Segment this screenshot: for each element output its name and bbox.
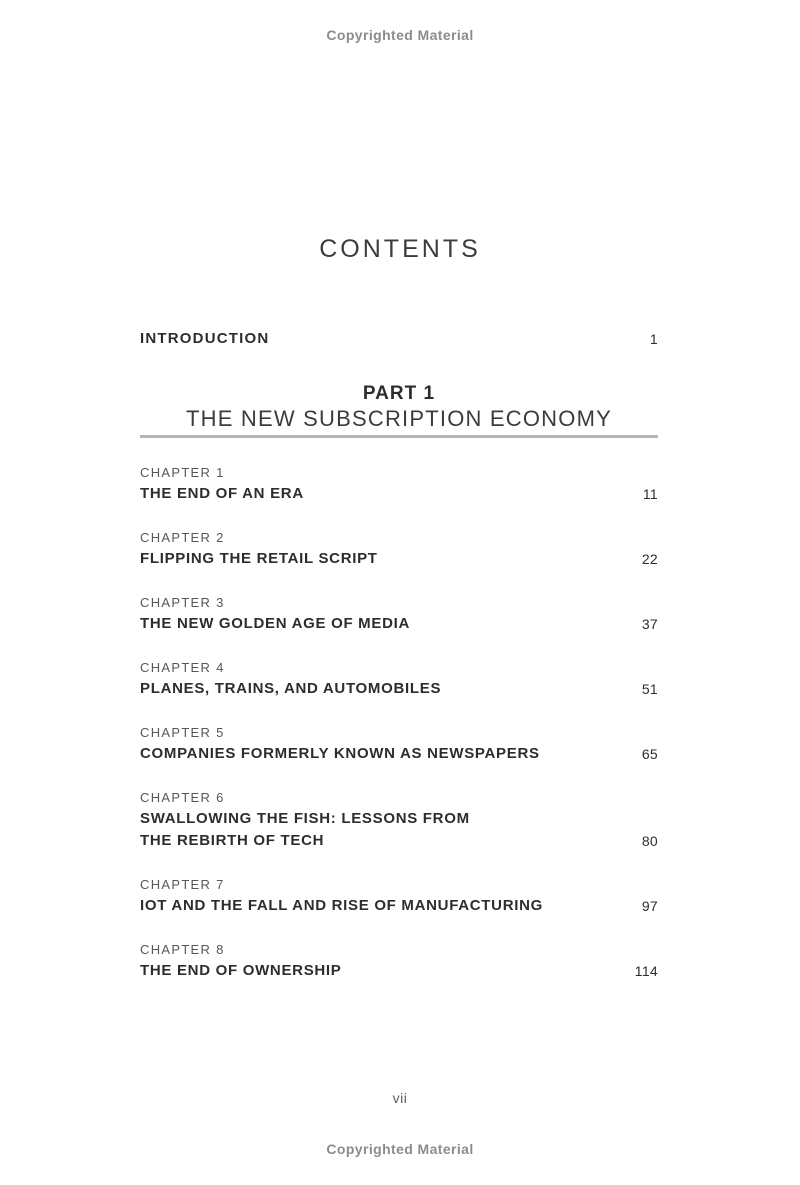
chapter-label: CHAPTER 1	[140, 465, 225, 480]
chapter-title	[140, 483, 643, 505]
chapter-page-number: 37	[641, 616, 658, 632]
chapter-title	[140, 678, 642, 700]
chapter-list	[140, 462, 658, 982]
chapter-title	[140, 808, 642, 852]
part-title: THE NEW SUBSCRIPTION ECONOMY	[186, 406, 612, 431]
chapter-title-line: THE END OF AN ERA	[140, 485, 304, 502]
chapter-label: CHAPTER 6	[140, 790, 225, 805]
page-title: CONTENTS	[319, 235, 481, 263]
chapter-title	[140, 548, 642, 570]
chapter-page-number: 51	[641, 681, 658, 697]
chapter-title	[140, 960, 635, 982]
toc-column	[140, 330, 658, 1004]
toc-entry-chapter	[140, 874, 658, 917]
toc-entry-chapter	[140, 462, 658, 505]
toc-entry-chapter	[140, 787, 658, 852]
chapter-page-number: 114	[634, 963, 658, 979]
chapter-title-line: IOT AND THE FALL AND RISE OF MANUFACTURING	[140, 897, 544, 914]
chapter-label: CHAPTER 3	[140, 595, 225, 610]
chapter-title-line: FLIPPING THE RETAIL SCRIPT	[140, 550, 378, 567]
introduction-page-number: 1	[649, 331, 658, 347]
toc-entry-chapter	[140, 722, 658, 765]
chapter-page-number: 65	[641, 746, 658, 762]
toc-entry-introduction	[140, 330, 658, 348]
chapter-title-line: SWALLOWING THE FISH: LESSONS FROM	[140, 810, 470, 827]
copyright-notice-top: Copyrighted Material	[326, 27, 474, 43]
page-folio: vii	[392, 1090, 408, 1106]
chapter-label: CHAPTER 2	[140, 530, 225, 545]
chapter-title-line: THE NEW GOLDEN AGE OF MEDIA	[140, 615, 411, 632]
chapter-page-number: 11	[642, 486, 658, 502]
chapter-title-line: PLANES, TRAINS, AND AUTOMOBILES	[140, 680, 442, 697]
toc-entry-chapter	[140, 939, 658, 982]
chapter-label: CHAPTER 4	[140, 660, 225, 675]
chapter-title-line: THE REBIRTH OF TECH	[140, 832, 325, 849]
introduction-label: INTRODUCTION	[140, 330, 270, 347]
chapter-label: CHAPTER 7	[140, 877, 225, 892]
part-kicker: PART 1	[362, 383, 436, 404]
copyright-notice-bottom: Copyrighted Material	[326, 1141, 474, 1157]
part-header	[140, 382, 658, 438]
toc-entry-chapter	[140, 527, 658, 570]
chapter-title	[140, 895, 642, 917]
chapter-page-number: 97	[641, 898, 658, 914]
toc-entry-chapter	[140, 592, 658, 635]
chapter-title	[140, 613, 642, 635]
chapter-page-number: 80	[641, 833, 658, 849]
toc-entry-chapter	[140, 657, 658, 700]
chapter-title-line: COMPANIES FORMERLY KNOWN AS NEWSPAPERS	[140, 745, 540, 762]
part-divider-rule	[140, 435, 658, 438]
chapter-title	[140, 743, 642, 765]
chapter-label: CHAPTER 5	[140, 725, 225, 740]
chapter-label: CHAPTER 8	[140, 942, 225, 957]
chapter-page-number: 22	[641, 551, 658, 567]
chapter-title-line: THE END OF OWNERSHIP	[140, 962, 342, 979]
